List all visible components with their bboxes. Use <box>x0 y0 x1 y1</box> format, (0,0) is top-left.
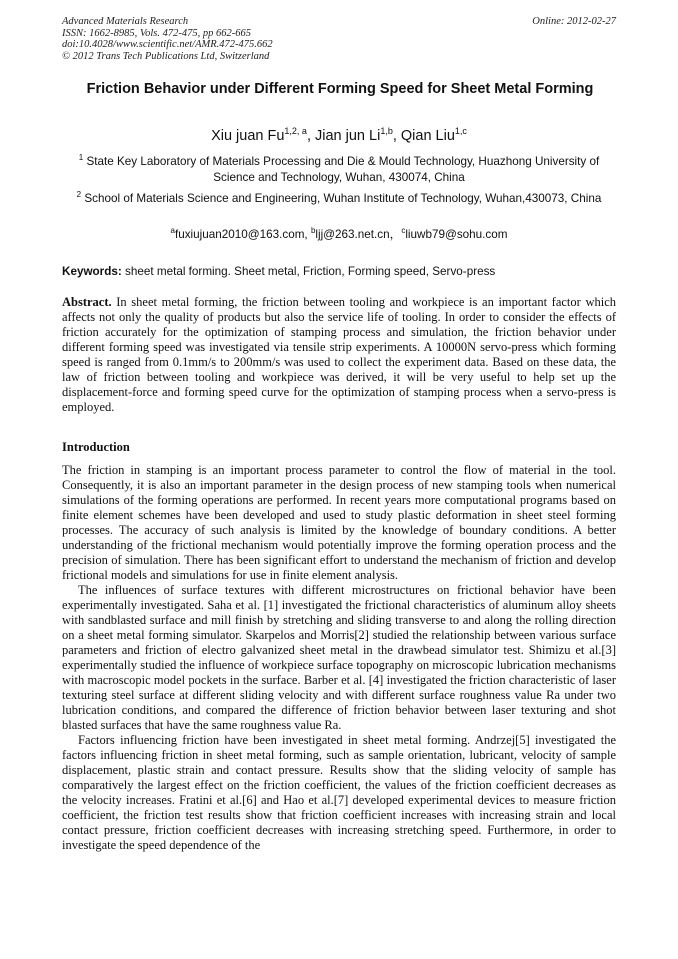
issn-line: ISSN: 1662-8985, Vols. 472-475, pp 662-665 <box>62 27 251 39</box>
body-paragraph: The friction in stamping is an important process parameter to control the flow of material in the tool. Consequently, it is also an important parameter in the design process of new stamping tools when numerical simulations of the forming operations are performed. In recent years more computational programs based on finite element schemes have been developed and used to study plastic deformation in sheet steel forming processes. The accuracy of such analysis is limited by the knowledge of boundary conditions. A better understanding of the frictional mechanism would potentially improve the forming operation process and the precision of simulation. There has been significant effort to understand the mechanism of friction and develop frictional models and simulations for use in finite element analysis. <box>62 463 616 582</box>
affiliation-2 <box>62 191 616 207</box>
affiliation-text: School of Materials Science and Engineering, Wuhan Institute of Technology, Wuhan,430073, China <box>84 192 602 205</box>
abstract <box>62 295 616 415</box>
abstract-label: Abstract. <box>62 295 112 309</box>
email-marker: c <box>401 226 406 235</box>
author-list <box>62 127 616 145</box>
author-name: Qian Liu <box>400 128 455 144</box>
online-date: Online: 2012-02-27 <box>532 16 616 27</box>
affiliation-number: 2 <box>76 190 82 199</box>
affiliation-text: State Key Laboratory of Materials Processing and Die & Mould Technology, Huazhong University of Science and Technology, Wuhan, 430074, China <box>86 155 600 184</box>
body-paragraph: Factors influencing friction have been investigated in sheet metal forming. Andrzej[5] investigated the factors influencing friction in sheet metal forming, such as sample orientation, lubricant, velocity of sample displacement, plastic strain and contact pressure. Results show that the sliding velocity of sample has comparatively the largest effect on the friction coefficient, the values of the friction coefficient decreases as the velocity increases. Fratini et al.[6] and Hao et al.[7] developed experimental devices to measure friction coefficient, the friction test results show that friction coefficient increases with increasing strain and local contact pressure, friction coefficient decreases with increasing stretching speed. Furthermore, in order to investigate the speed dependence of the <box>62 733 616 852</box>
section-heading: Introduction <box>62 440 130 454</box>
email-marker: b <box>310 226 316 235</box>
author-affiliation-marker: 1,c <box>454 126 467 136</box>
doi-line: doi:10.4028/www.scientific.net/AMR.472-475.662 <box>62 39 273 50</box>
journal-name: Advanced Materials Research <box>62 16 189 27</box>
keywords-text: sheet metal forming. Sheet metal, Friction, Forming speed, Servo-press <box>121 265 496 278</box>
body-paragraph: The influences of surface textures with different microstructures on frictional behavior have been experimentally investigated. Saha et al. [1] investigated the frictional characteristics of aluminum alloy sheets with sandblasted surface and mill finish by stretching and sliding transverse to and along the rolling direction on a sheet metal forming simulator. Skarpelos and Morris[2] studied the relationship between various surface parameters and friction of electro galvanized sheet metal in the drawbead simulator test. Shimizu et al.[3] experimentally studied the influence of workpiece surface topography on microscopic lubrication mechanisms with macroscopic model pockets in the surface. Barber et al. [4] investigated the friction characteristic of laser texturing steel surface at different sliding velocity and with different surface roughness value Ra under two lubrication conditions, and compared the difference of friction behavior between laser texturing and shot blasted surfaces that have the same roughness value Ra. <box>62 583 616 732</box>
author-name: Jian jun Li <box>315 128 381 144</box>
keywords-label: Keywords: <box>62 265 122 278</box>
email-address: fuxiujuan2010@163.com, <box>174 228 311 241</box>
author-separator: , <box>306 128 316 144</box>
author-separator: , <box>392 128 401 144</box>
author-affiliation-marker: 1,2, a <box>284 126 307 136</box>
introduction-body <box>62 463 616 853</box>
email-marker: a <box>170 226 175 235</box>
paper-title: Friction Behavior under Different Forming Speed for Sheet Metal Forming <box>86 81 594 97</box>
author-affiliation-marker: 1,b <box>380 126 393 136</box>
email-address: liuwb79@sohu.com <box>405 228 508 241</box>
author-emails <box>62 227 616 243</box>
email-address: ljj@263.net.cn， <box>315 228 402 241</box>
keywords-line <box>62 264 616 279</box>
abstract-text: In sheet metal forming, the friction between tooling and workpiece is an important factor which affects not only the quality of products but also the service life of tooling. In order to consider the effects of friction accurately for the optimization of stamping process and simulation, the friction behavior under different forming speed was investigated via tensile strip experiments. A 10000N servo-press which forming speed is ranged from 0.1mm/s to 200mm/s was used to collect the experiment data. Based on these data, the law of friction between tooling and workpiece was derived, it will be very useful to help set up the displacement-force and forming speed curve for the optimization of stamping process when a servo-press is employed. <box>62 295 616 414</box>
affiliation-1 <box>62 154 616 186</box>
author-name: Xiu juan Fu <box>211 128 285 144</box>
copyright-line: © 2012 Trans Tech Publications Ltd, Switzerland <box>62 50 270 62</box>
affiliation-number: 1 <box>78 153 84 162</box>
journal-header <box>62 16 616 62</box>
